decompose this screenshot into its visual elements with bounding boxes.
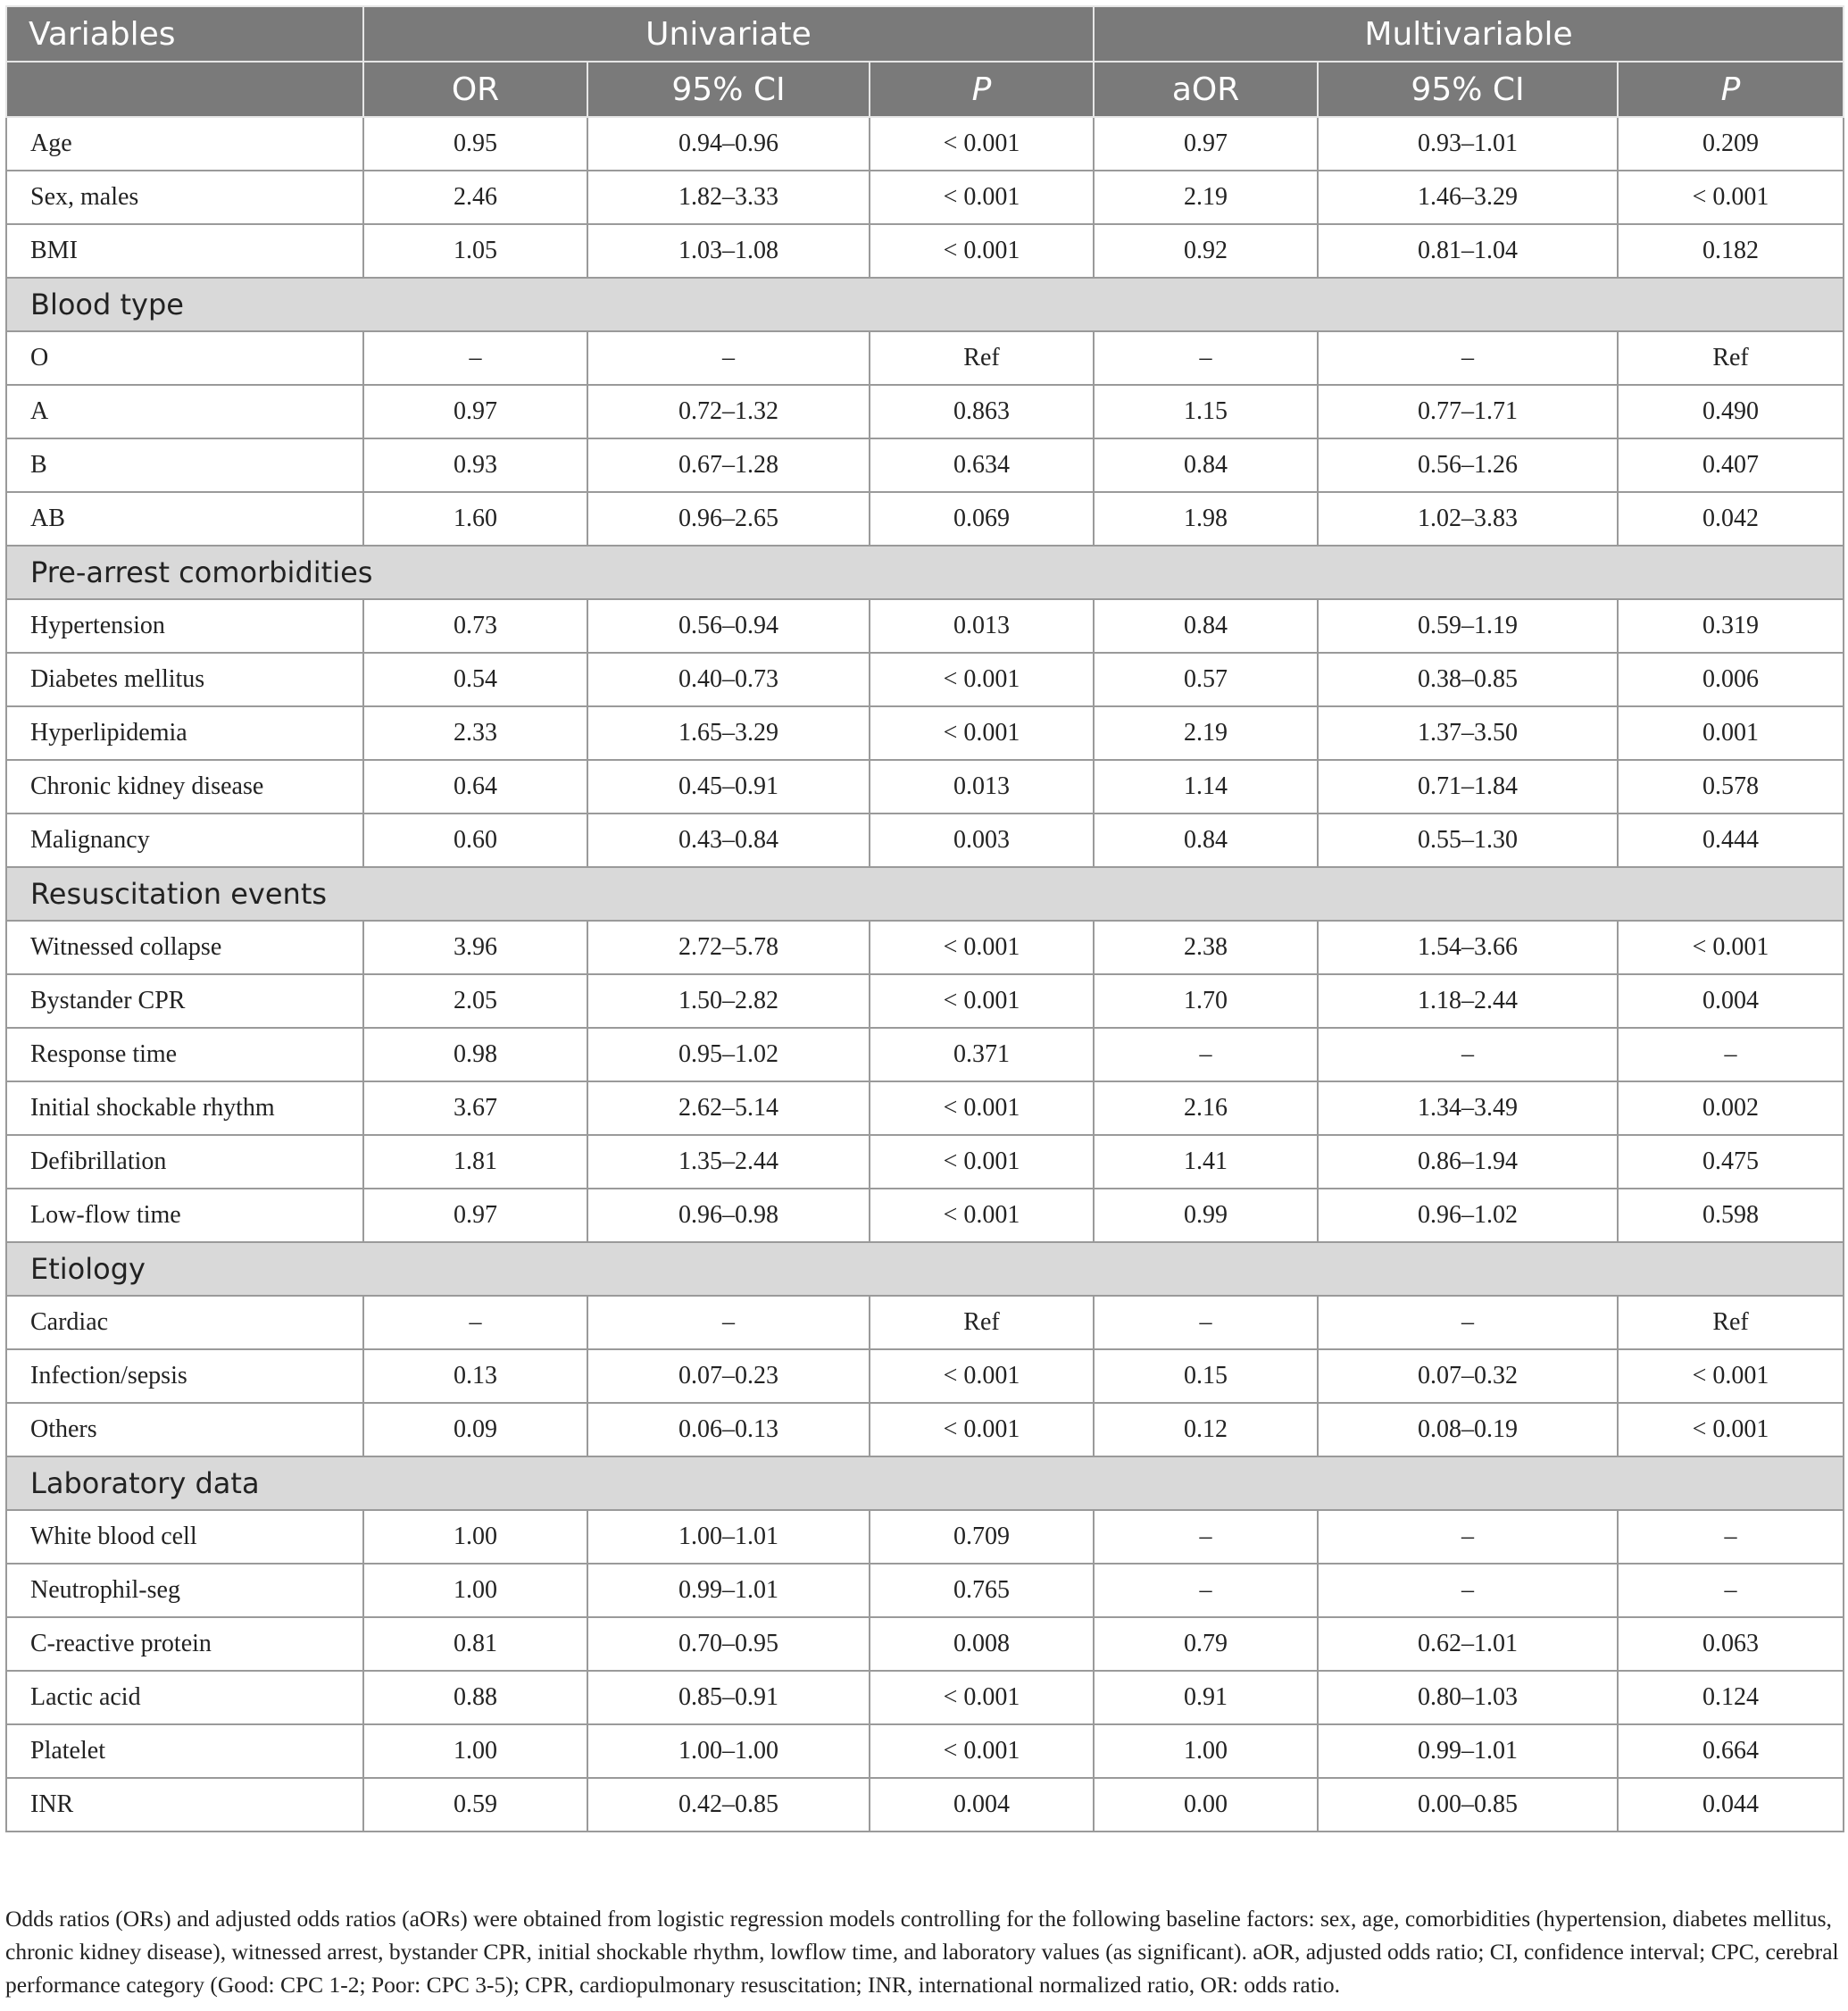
ci-univariate-value: 1.82–3.33 bbox=[587, 171, 870, 224]
table-row bbox=[6, 1296, 1844, 1349]
variable-label: White blood cell bbox=[6, 1510, 363, 1564]
table-row bbox=[6, 921, 1844, 974]
ci-multivariable-value: 0.59–1.19 bbox=[1318, 599, 1618, 653]
table-row bbox=[6, 438, 1844, 492]
p-multivariable-value: – bbox=[1618, 1564, 1844, 1617]
variable-label: Sex, males bbox=[6, 171, 363, 224]
aor-value: 0.00 bbox=[1094, 1778, 1318, 1832]
ci-multivariable-value: 0.77–1.71 bbox=[1318, 385, 1618, 438]
or-value: 0.93 bbox=[363, 438, 587, 492]
p-multivariable-value: Ref bbox=[1618, 1296, 1844, 1349]
p-univariate-value: 0.013 bbox=[870, 760, 1094, 814]
ci-univariate-value: 0.95–1.02 bbox=[587, 1028, 870, 1081]
p-univariate-value: < 0.001 bbox=[870, 117, 1094, 171]
aor-value: 0.91 bbox=[1094, 1671, 1318, 1724]
table-row bbox=[6, 1778, 1844, 1832]
variable-label: AB bbox=[6, 492, 363, 546]
ci-univariate-value: 0.99–1.01 bbox=[587, 1564, 870, 1617]
aor-value: 0.84 bbox=[1094, 599, 1318, 653]
variable-label: B bbox=[6, 438, 363, 492]
ci-univariate-value: 0.94–0.96 bbox=[587, 117, 870, 171]
ci-univariate-value: 0.96–0.98 bbox=[587, 1189, 870, 1242]
p-multivariable-value: 0.444 bbox=[1618, 814, 1844, 867]
ci-multivariable-value: 1.54–3.66 bbox=[1318, 921, 1618, 974]
or-value: 0.59 bbox=[363, 1778, 587, 1832]
aor-value: 1.41 bbox=[1094, 1135, 1318, 1189]
or-value: 2.05 bbox=[363, 974, 587, 1028]
table-row bbox=[6, 974, 1844, 1028]
p-univariate-value: 0.008 bbox=[870, 1617, 1094, 1671]
header-aor: aOR bbox=[1094, 62, 1318, 117]
table-row bbox=[6, 1135, 1844, 1189]
or-value: 0.54 bbox=[363, 653, 587, 706]
p-multivariable-value: 0.001 bbox=[1618, 706, 1844, 760]
ci-univariate-value: 1.65–3.29 bbox=[587, 706, 870, 760]
or-value: 2.46 bbox=[363, 171, 587, 224]
ci-univariate-value: 1.00–1.01 bbox=[587, 1510, 870, 1564]
p-multivariable-value: < 0.001 bbox=[1618, 171, 1844, 224]
table-row bbox=[6, 1349, 1844, 1403]
ci-multivariable-value: 1.18–2.44 bbox=[1318, 974, 1618, 1028]
p-univariate-value: 0.069 bbox=[870, 492, 1094, 546]
or-value: – bbox=[363, 331, 587, 385]
header-p-multivariable: P bbox=[1618, 62, 1844, 117]
aor-value: – bbox=[1094, 1296, 1318, 1349]
aor-value: 0.12 bbox=[1094, 1403, 1318, 1456]
ci-multivariable-value: 0.55–1.30 bbox=[1318, 814, 1618, 867]
p-univariate-value: < 0.001 bbox=[870, 1403, 1094, 1456]
p-univariate-value: < 0.001 bbox=[870, 1724, 1094, 1778]
or-value: 0.64 bbox=[363, 760, 587, 814]
p-multivariable-value: < 0.001 bbox=[1618, 1349, 1844, 1403]
ci-univariate-value: 2.62–5.14 bbox=[587, 1081, 870, 1135]
p-univariate-value: < 0.001 bbox=[870, 653, 1094, 706]
section-heading: Blood type bbox=[6, 278, 1844, 331]
header-p-univariate: P bbox=[870, 62, 1094, 117]
p-multivariable-value: 0.006 bbox=[1618, 653, 1844, 706]
p-multivariable-value: 0.004 bbox=[1618, 974, 1844, 1028]
ci-univariate-value: 0.43–0.84 bbox=[587, 814, 870, 867]
variable-label: Hyperlipidemia bbox=[6, 706, 363, 760]
aor-value: 0.84 bbox=[1094, 814, 1318, 867]
variable-label: Lactic acid bbox=[6, 1671, 363, 1724]
table-row bbox=[6, 331, 1844, 385]
ci-multivariable-value: 0.62–1.01 bbox=[1318, 1617, 1618, 1671]
p-univariate-value: < 0.001 bbox=[870, 1081, 1094, 1135]
p-multivariable-value: 0.182 bbox=[1618, 224, 1844, 278]
or-value: 0.97 bbox=[363, 385, 587, 438]
header-ci-multivariable: 95% CI bbox=[1318, 62, 1618, 117]
ci-multivariable-value: – bbox=[1318, 1028, 1618, 1081]
p-univariate-value: Ref bbox=[870, 1296, 1094, 1349]
variable-label: Initial shockable rhythm bbox=[6, 1081, 363, 1135]
aor-value: 0.84 bbox=[1094, 438, 1318, 492]
p-univariate-value: Ref bbox=[870, 331, 1094, 385]
or-value: – bbox=[363, 1296, 587, 1349]
table-row bbox=[6, 1189, 1844, 1242]
p-univariate-value: < 0.001 bbox=[870, 1349, 1094, 1403]
variable-label: C-reactive protein bbox=[6, 1617, 363, 1671]
variable-label: Malignancy bbox=[6, 814, 363, 867]
section-heading: Laboratory data bbox=[6, 1456, 1844, 1510]
p-multivariable-value: 0.598 bbox=[1618, 1189, 1844, 1242]
ci-multivariable-value: – bbox=[1318, 1510, 1618, 1564]
table-row bbox=[6, 1671, 1844, 1724]
aor-value: 2.19 bbox=[1094, 706, 1318, 760]
variable-label: Diabetes mellitus bbox=[6, 653, 363, 706]
section-row bbox=[6, 546, 1844, 599]
or-value: 0.09 bbox=[363, 1403, 587, 1456]
ci-univariate-value: 0.96–2.65 bbox=[587, 492, 870, 546]
ci-univariate-value: 2.72–5.78 bbox=[587, 921, 870, 974]
variable-label: Neutrophil-seg bbox=[6, 1564, 363, 1617]
ci-univariate-value: 0.72–1.32 bbox=[587, 385, 870, 438]
ci-univariate-value: 1.35–2.44 bbox=[587, 1135, 870, 1189]
table-row bbox=[6, 1028, 1844, 1081]
p-univariate-value: < 0.001 bbox=[870, 1135, 1094, 1189]
or-value: 0.60 bbox=[363, 814, 587, 867]
p-multivariable-value: 0.319 bbox=[1618, 599, 1844, 653]
p-multivariable-value: 0.475 bbox=[1618, 1135, 1844, 1189]
or-value: 3.96 bbox=[363, 921, 587, 974]
p-univariate-value: < 0.001 bbox=[870, 224, 1094, 278]
p-univariate-value: 0.371 bbox=[870, 1028, 1094, 1081]
table-row bbox=[6, 385, 1844, 438]
section-row bbox=[6, 867, 1844, 921]
variable-label: Platelet bbox=[6, 1724, 363, 1778]
or-value: 0.88 bbox=[363, 1671, 587, 1724]
ci-univariate-value: – bbox=[587, 331, 870, 385]
ci-univariate-value: 0.40–0.73 bbox=[587, 653, 870, 706]
ci-multivariable-value: 0.08–0.19 bbox=[1318, 1403, 1618, 1456]
aor-value: 2.38 bbox=[1094, 921, 1318, 974]
table-body bbox=[6, 117, 1844, 1832]
table-row bbox=[6, 1403, 1844, 1456]
ci-multivariable-value: 1.37–3.50 bbox=[1318, 706, 1618, 760]
ci-univariate-value: 0.42–0.85 bbox=[587, 1778, 870, 1832]
variable-label: Hypertension bbox=[6, 599, 363, 653]
p-multivariable-value: 0.578 bbox=[1618, 760, 1844, 814]
ci-multivariable-value: 0.00–0.85 bbox=[1318, 1778, 1618, 1832]
variable-label: Response time bbox=[6, 1028, 363, 1081]
ci-multivariable-value: 1.46–3.29 bbox=[1318, 171, 1618, 224]
aor-value: – bbox=[1094, 331, 1318, 385]
aor-value: – bbox=[1094, 1028, 1318, 1081]
p-multivariable-value: 0.042 bbox=[1618, 492, 1844, 546]
table-row bbox=[6, 1510, 1844, 1564]
table-row bbox=[6, 706, 1844, 760]
p-univariate-value: < 0.001 bbox=[870, 706, 1094, 760]
variable-label: Chronic kidney disease bbox=[6, 760, 363, 814]
table-row bbox=[6, 1081, 1844, 1135]
aor-value: 0.97 bbox=[1094, 117, 1318, 171]
variable-label: Witnessed collapse bbox=[6, 921, 363, 974]
ci-univariate-value: 1.00–1.00 bbox=[587, 1724, 870, 1778]
ci-univariate-value: 1.03–1.08 bbox=[587, 224, 870, 278]
section-row bbox=[6, 1242, 1844, 1296]
p-univariate-value: 0.004 bbox=[870, 1778, 1094, 1832]
odds-ratio-table bbox=[5, 5, 1844, 1832]
header-or: OR bbox=[363, 62, 587, 117]
or-value: 0.97 bbox=[363, 1189, 587, 1242]
header-blank bbox=[6, 62, 363, 117]
ci-univariate-value: 0.70–0.95 bbox=[587, 1617, 870, 1671]
section-row bbox=[6, 278, 1844, 331]
or-value: 0.73 bbox=[363, 599, 587, 653]
section-row bbox=[6, 1456, 1844, 1510]
or-value: 0.13 bbox=[363, 1349, 587, 1403]
p-univariate-value: < 0.001 bbox=[870, 1189, 1094, 1242]
p-univariate-value: 0.634 bbox=[870, 438, 1094, 492]
p-multivariable-value: < 0.001 bbox=[1618, 1403, 1844, 1456]
results-table-container bbox=[5, 5, 1843, 1832]
ci-univariate-value: 0.56–0.94 bbox=[587, 599, 870, 653]
ci-multivariable-value: 0.96–1.02 bbox=[1318, 1189, 1618, 1242]
p-univariate-value: 0.013 bbox=[870, 599, 1094, 653]
p-multivariable-value: 0.063 bbox=[1618, 1617, 1844, 1671]
variable-label: Age bbox=[6, 117, 363, 171]
p-multivariable-value: 0.490 bbox=[1618, 385, 1844, 438]
or-value: 3.67 bbox=[363, 1081, 587, 1135]
p-univariate-value: < 0.001 bbox=[870, 974, 1094, 1028]
table-row bbox=[6, 224, 1844, 278]
p-multivariable-value: 0.407 bbox=[1618, 438, 1844, 492]
aor-value: – bbox=[1094, 1510, 1318, 1564]
variable-label: A bbox=[6, 385, 363, 438]
p-multivariable-value: Ref bbox=[1618, 331, 1844, 385]
p-multivariable-value: – bbox=[1618, 1028, 1844, 1081]
table-row bbox=[6, 117, 1844, 171]
header-univariate: Univariate bbox=[363, 6, 1094, 62]
ci-multivariable-value: 0.99–1.01 bbox=[1318, 1724, 1618, 1778]
variable-label: Bystander CPR bbox=[6, 974, 363, 1028]
aor-value: 1.98 bbox=[1094, 492, 1318, 546]
ci-multivariable-value: 0.38–0.85 bbox=[1318, 653, 1618, 706]
header-ci-univariate: 95% CI bbox=[587, 62, 870, 117]
or-value: 2.33 bbox=[363, 706, 587, 760]
p-multivariable-value: 0.044 bbox=[1618, 1778, 1844, 1832]
ci-multivariable-value: 1.34–3.49 bbox=[1318, 1081, 1618, 1135]
table-row bbox=[6, 171, 1844, 224]
aor-value: 1.00 bbox=[1094, 1724, 1318, 1778]
aor-value: 0.99 bbox=[1094, 1189, 1318, 1242]
ci-multivariable-value: 0.81–1.04 bbox=[1318, 224, 1618, 278]
ci-univariate-value: 0.06–0.13 bbox=[587, 1403, 870, 1456]
ci-multivariable-value: 0.71–1.84 bbox=[1318, 760, 1618, 814]
ci-multivariable-value: 1.02–3.83 bbox=[1318, 492, 1618, 546]
ci-multivariable-value: – bbox=[1318, 1564, 1618, 1617]
header-multivariable: Multivariable bbox=[1094, 6, 1844, 62]
p-univariate-value: < 0.001 bbox=[870, 171, 1094, 224]
ci-univariate-value: 0.67–1.28 bbox=[587, 438, 870, 492]
aor-value: 1.14 bbox=[1094, 760, 1318, 814]
variable-label: BMI bbox=[6, 224, 363, 278]
or-value: 1.00 bbox=[363, 1724, 587, 1778]
ci-multivariable-value: – bbox=[1318, 331, 1618, 385]
aor-value: 0.57 bbox=[1094, 653, 1318, 706]
table-row bbox=[6, 653, 1844, 706]
or-value: 0.81 bbox=[363, 1617, 587, 1671]
p-multivariable-value: – bbox=[1618, 1510, 1844, 1564]
table-row bbox=[6, 1724, 1844, 1778]
or-value: 1.81 bbox=[363, 1135, 587, 1189]
section-heading: Etiology bbox=[6, 1242, 1844, 1296]
p-univariate-value: < 0.001 bbox=[870, 921, 1094, 974]
or-value: 1.60 bbox=[363, 492, 587, 546]
or-value: 1.05 bbox=[363, 224, 587, 278]
aor-value: 0.15 bbox=[1094, 1349, 1318, 1403]
aor-value: 0.79 bbox=[1094, 1617, 1318, 1671]
ci-univariate-value: 1.50–2.82 bbox=[587, 974, 870, 1028]
p-univariate-value: < 0.001 bbox=[870, 1671, 1094, 1724]
table-row bbox=[6, 599, 1844, 653]
variable-label: INR bbox=[6, 1778, 363, 1832]
ci-univariate-value: 0.07–0.23 bbox=[587, 1349, 870, 1403]
aor-value: 1.70 bbox=[1094, 974, 1318, 1028]
p-univariate-value: 0.765 bbox=[870, 1564, 1094, 1617]
ci-multivariable-value: 0.80–1.03 bbox=[1318, 1671, 1618, 1724]
p-univariate-value: 0.003 bbox=[870, 814, 1094, 867]
variable-label: Infection/sepsis bbox=[6, 1349, 363, 1403]
table-row bbox=[6, 492, 1844, 546]
table-header bbox=[6, 6, 1844, 117]
header-variables: Variables bbox=[6, 6, 363, 62]
aor-value: 2.16 bbox=[1094, 1081, 1318, 1135]
aor-value: 0.92 bbox=[1094, 224, 1318, 278]
ci-multivariable-value: 0.86–1.94 bbox=[1318, 1135, 1618, 1189]
variable-label: Defibrillation bbox=[6, 1135, 363, 1189]
table-row bbox=[6, 1564, 1844, 1617]
aor-value: 1.15 bbox=[1094, 385, 1318, 438]
or-value: 0.98 bbox=[363, 1028, 587, 1081]
or-value: 0.95 bbox=[363, 117, 587, 171]
variable-label: O bbox=[6, 331, 363, 385]
ci-multivariable-value: – bbox=[1318, 1296, 1618, 1349]
section-heading: Resuscitation events bbox=[6, 867, 1844, 921]
or-value: 1.00 bbox=[363, 1510, 587, 1564]
ci-univariate-value: 0.85–0.91 bbox=[587, 1671, 870, 1724]
section-heading: Pre-arrest comorbidities bbox=[6, 546, 1844, 599]
variable-label: Cardiac bbox=[6, 1296, 363, 1349]
table-row bbox=[6, 760, 1844, 814]
p-univariate-value: 0.709 bbox=[870, 1510, 1094, 1564]
variable-label: Others bbox=[6, 1403, 363, 1456]
p-multivariable-value: 0.664 bbox=[1618, 1724, 1844, 1778]
variable-label: Low-flow time bbox=[6, 1189, 363, 1242]
aor-value: 2.19 bbox=[1094, 171, 1318, 224]
p-multivariable-value: < 0.001 bbox=[1618, 921, 1844, 974]
p-multivariable-value: 0.124 bbox=[1618, 1671, 1844, 1724]
table-row bbox=[6, 1617, 1844, 1671]
ci-multivariable-value: 0.56–1.26 bbox=[1318, 438, 1618, 492]
p-multivariable-value: 0.002 bbox=[1618, 1081, 1844, 1135]
or-value: 1.00 bbox=[363, 1564, 587, 1617]
table-footnote: Odds ratios (ORs) and adjusted odds ratios (aORs) were obtained from logistic regression models controlling for the following baseline factors: sex, age, comorbidities (hypertension, diabetes mellitus, chronic kidney disease), witnessed arrest, bystander CPR, initial shockable rhythm, lowflow time, and laboratory values (as significant). aOR, adjusted odds ratio; CI, confidence interval; CPC, cerebral performance category (Good: CPC 1-2; Poor: CPC 3-5); CPR, cardiopulmonary resuscitation; INR, international normalized ratio, OR: odds ratio. bbox=[5, 1906, 1839, 1998]
aor-value: – bbox=[1094, 1564, 1318, 1617]
table-row bbox=[6, 814, 1844, 867]
p-univariate-value: 0.863 bbox=[870, 385, 1094, 438]
ci-univariate-value: – bbox=[587, 1296, 870, 1349]
p-multivariable-value: 0.209 bbox=[1618, 117, 1844, 171]
ci-multivariable-value: 0.93–1.01 bbox=[1318, 117, 1618, 171]
ci-multivariable-value: 0.07–0.32 bbox=[1318, 1349, 1618, 1403]
ci-univariate-value: 0.45–0.91 bbox=[587, 760, 870, 814]
